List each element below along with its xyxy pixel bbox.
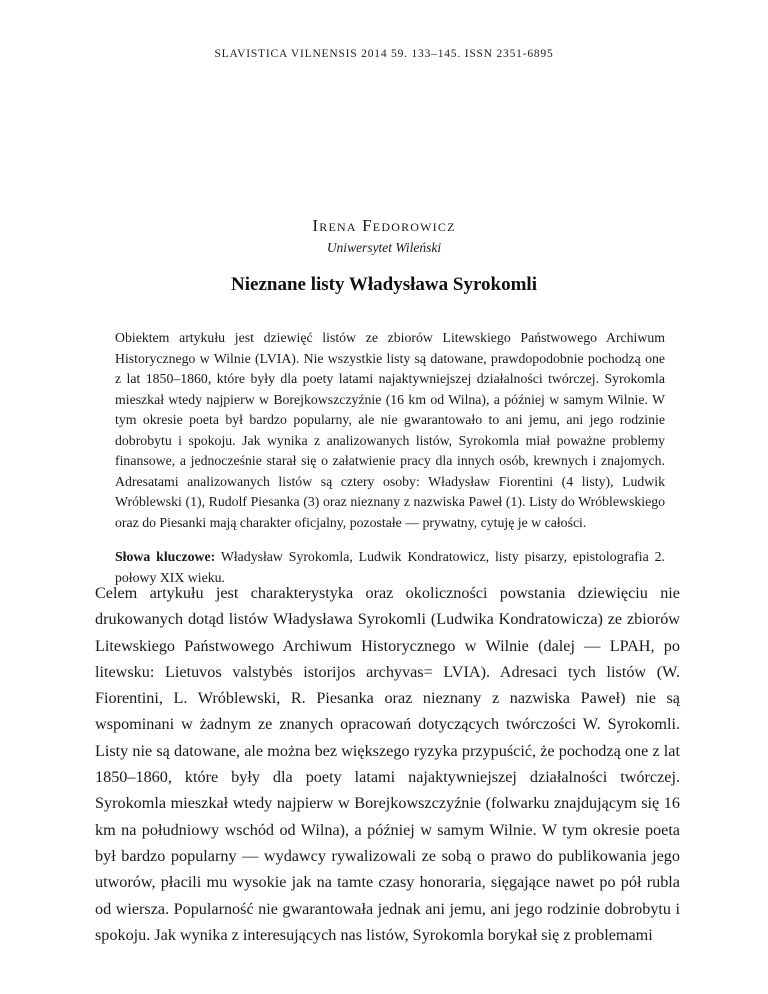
article-title: Nieznane listy Władysława Syrokomli [231, 274, 537, 295]
abstract-text: Obiektem artykułu jest dziewięć listów ze zbiorów Litewskiego Państwowego Archiwum Historycznego w Wilnie (LVIA). Nie wszystkie listy są datowane, prawdopodobnie pochodzą one z lat 1850–1860, które były dla poety latami najaktywniejszej działalności twórczej. Syrokomla mieszkał wtedy najpierw w Borejkowszczyźnie (16 km od Wilna), a później w samym Wilnie. W tym okresie poeta był bardzo popularny, ale nie gwarantowało to ani jemu, ani jego rodzinie dobrobytu i spokoju. Jak wynika z analizowanych listów, Syrokomla miał poważne problemy finansowe, a jednocześnie starał się o załatwienie pracy dla innych osób, krewnych i znajomych. Adresatami analizowanych listów są cztery osoby: Władysław Fiorentini (4 listy), Ludwik Wróblewski (1), Rudolf Piesanka (3) oraz nieznany z nazwiska Paweł (1). Listy do Wróblewskiego oraz do Piesanki mają charakter oficjalny, pozostałe — prywatny, cytuję je w całości. [115, 330, 665, 530]
keywords-text: Władysław Syrokomla, Ludwik Kondratowicz, listy pisarzy, epistolografia 2. połowy XIX wieku. [115, 549, 665, 585]
abstract-section [115, 328, 665, 588]
author-name: Irena Fedorowicz [312, 216, 456, 235]
keywords-label: Słowa kluczowe: [115, 549, 216, 564]
author-block [0, 216, 768, 256]
journal-header: SLAVISTICA VILNENSIS 2014 59. 133–145. ISSN 2351-6895 [214, 48, 554, 60]
body-paragraph: Celem artykułu jest charakterystyka oraz okoliczności powstania dziewięciu nie drukowanych dotąd listów Władysława Syrokomli (Ludwika Kondratowicza) ze zbiorów Litewskiego Państwowego Archiwum Historycznego w Wilnie (dalej — LPAH, po litewsku: Lietuvos valstybės istorijos archyvas= LVIA). Adresaci tych listów (W. Fiorentini, L. Wróblewski, R. Piesanka oraz nieznany z nazwiska Paweł) nie są wspominani w żadnym ze znanych opracowań dotyczących twórczości W. Syrokomli. Listy nie są datowane, ale można bez większego ryzyka przypuścić, że pochodzą one z lat 1850–1860, które były dla poety latami najaktywniejszej działalności twórczej. Syrokomla mieszkał wtedy najpierw w Borejkowszczyźnie (folwarku znajdującym się 16 km na południowy wschód od Wilna), a później w samym Wilnie. W tym okresie poeta był bardzo popularny — wydawcy rywalizowali ze sobą o prawo do publikowania jego utworów, płacili mu wysokie jak na tamte czasy honoraria, sięgające nawet po pół rubla od wiersza. Popularność nie gwarantowała jednak ani jemu, ani jego rodzinie dobrobytu i spokoju. Jak wynika z interesujących nas listów, Syrokomla borykał się z problemami [95, 584, 680, 944]
author-affiliation: Uniwersytet Wileński [326, 240, 442, 255]
